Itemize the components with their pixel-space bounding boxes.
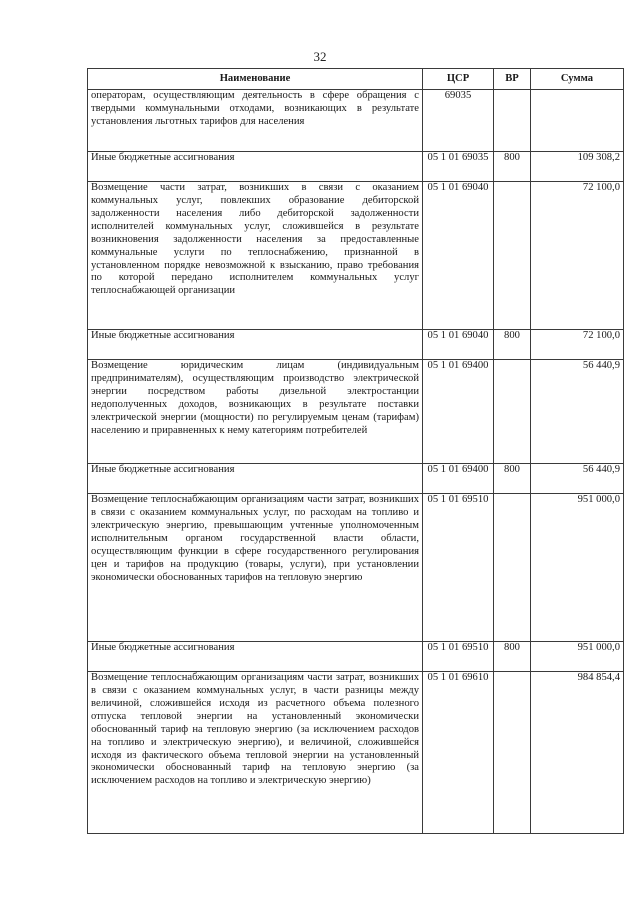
- table-row: [88, 464, 624, 494]
- table-row: [88, 494, 624, 642]
- table-row: [88, 360, 624, 464]
- row-csr: 69035: [423, 90, 494, 152]
- table-row: [88, 642, 624, 672]
- row-vr: [494, 494, 531, 642]
- table-row: [88, 330, 624, 360]
- row-name: Иные бюджетные ассигнования: [88, 464, 423, 494]
- row-name: Возмещение теплоснабжающим организациям части затрат, возникших в связи с оказанием коммунальных услуг, по расходам на топливо и электрическую энергию, превышающим учтенные уполномоченным исполнительным органом государственной власти области, осуществляющим функции в сфере государственного регулирования цен и тарифов на продукцию (товары, услуги), при установлении экономически обоснованных тарифов на тепловую энергию: [88, 494, 423, 642]
- row-sum: 984 854,4: [531, 672, 624, 834]
- table-header-row: [88, 69, 624, 90]
- row-csr: 05 1 01 69510: [423, 642, 494, 672]
- row-sum: 72 100,0: [531, 330, 624, 360]
- row-vr: 800: [494, 152, 531, 182]
- column-header-csr: ЦСР: [423, 69, 494, 90]
- row-name: операторам, осуществляющим деятельность в сфере обращения с твердыми коммунальными отходами, возникающих в результате установления льготных тарифов для населения: [88, 90, 423, 152]
- row-name: Иные бюджетные ассигнования: [88, 330, 423, 360]
- row-csr: 05 1 01 69400: [423, 360, 494, 464]
- row-csr: 05 1 01 69610: [423, 672, 494, 834]
- row-vr: [494, 182, 531, 330]
- row-csr: 05 1 01 69510: [423, 494, 494, 642]
- row-sum: 56 440,9: [531, 464, 624, 494]
- row-vr: [494, 672, 531, 834]
- row-csr: 05 1 01 69400: [423, 464, 494, 494]
- column-header-vr: ВР: [494, 69, 531, 90]
- column-header-sum: Сумма: [531, 69, 624, 90]
- row-csr: 05 1 01 69040: [423, 182, 494, 330]
- row-csr: 05 1 01 69040: [423, 330, 494, 360]
- table-row: [88, 152, 624, 182]
- row-name: Иные бюджетные ассигнования: [88, 642, 423, 672]
- row-vr: [494, 360, 531, 464]
- table-row: [88, 90, 624, 152]
- budget-table: [87, 68, 624, 834]
- row-vr: 800: [494, 642, 531, 672]
- row-name: Возмещение юридическим лицам (индивидуальным предпринимателям), осуществляющим производство электрической энергии посредством работы дизельной электростанции недополученных доходов, возникающих в результате поставки электрической энергии (мощности) по регулируемым ценам (тарифам) населению и приравненных к нему категориям потребителей: [88, 360, 423, 464]
- table-row: [88, 672, 624, 834]
- row-vr: [494, 90, 531, 152]
- row-csr: 05 1 01 69035: [423, 152, 494, 182]
- row-sum: 56 440,9: [531, 360, 624, 464]
- row-sum: 951 000,0: [531, 642, 624, 672]
- row-name: Иные бюджетные ассигнования: [88, 152, 423, 182]
- row-vr: 800: [494, 464, 531, 494]
- column-header-name: Наименование: [88, 69, 423, 90]
- row-sum: 951 000,0: [531, 494, 624, 642]
- row-vr: 800: [494, 330, 531, 360]
- row-name: Возмещение части затрат, возникших в связи с оказанием коммунальных услуг, повлекших образование дебиторской задолженности населения либо дебиторской задолженности исполнителей коммунальных услуг, сложившейся в результате возникновения задолженности населения за предоставленные коммунальные услуги по теплоснабжению, признанной в установленном порядке невозможной к взысканию, право требования по которой передано исполнителем коммунальных услуг теплоснабжающей организации: [88, 182, 423, 330]
- row-sum: 72 100,0: [531, 182, 624, 330]
- page-number: 32: [313, 49, 327, 64]
- row-sum: 109 308,2: [531, 152, 624, 182]
- table-row: [88, 182, 624, 330]
- row-sum: [531, 90, 624, 152]
- row-name: Возмещение теплоснабжающим организациям части затрат, возникших в связи с оказанием коммунальных услуг, в части разницы между величиной, сложившейся исходя из расчетного объема полезного отпуска тепловой энергии на установленный экономически обоснованный тариф на тепловую энергию (за исключением расходов на топливо и электрическую энергию), и величиной, сложившейся исходя из фактического объема тепловой энергии на установленный экономически обоснованный тариф на тепловую энергию (за исключением расходов на топливо и электрическую энергию): [88, 672, 423, 834]
